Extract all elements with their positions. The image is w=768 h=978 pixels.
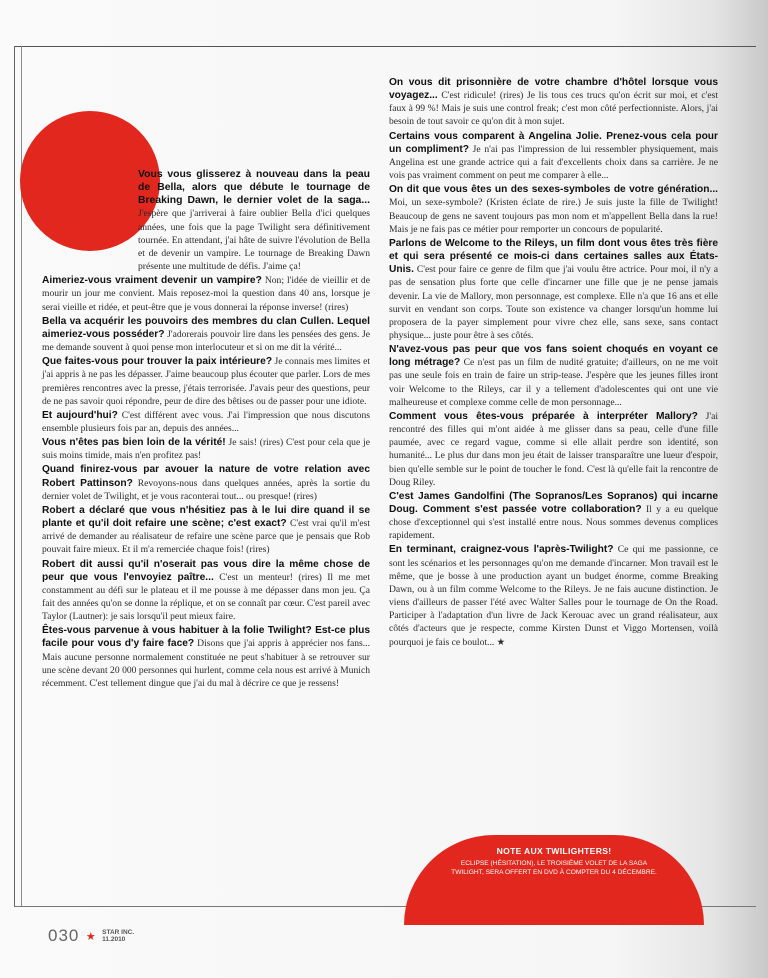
note-title: NOTE AUX TWILIGHTERS! bbox=[496, 846, 612, 856]
interview-paragraph bbox=[389, 343, 718, 409]
interview-answer: Disons que j'ai appris à apprécier nos fans... Mais aucune personne normalement constituée ne peut s'habituer à se retrouver sur une scène devant 20 000 personnes qui hurlent, comme cela nous est arrivé à Munich récemment. C'est tellement dingue que j'ai du mal à décrire ce que je ressens! bbox=[42, 638, 370, 689]
interview-answer: C'est ridicule! (rires) Je lis tous ces trucs qu'on écrit sur moi, et c'est faux à 99 %! Mais je suis une control freak; c'est mon côté perfectionniste. Alors, j'ai besoin de tout savoir ce qu'on dit à mon sujet. bbox=[389, 90, 718, 128]
interview-answer: Revoyons-nous dans quelques années, après la sortie du dernier volet de Twilight, et je vous raconterai tout... ou presque! (rires) bbox=[42, 477, 370, 502]
interview-question: Vous vous glisserez à nouveau dans la peau de Bella, alors que débute le tournage de Breaking Dawn, le dernier volet de la saga... bbox=[138, 169, 370, 207]
interview-answer: Non; l'idée de vieillir et de mourir un jour me convient. Mais reposez-moi la question dans 40 ans, lorsque je serai vieille et ridée, et peut-être que je vous donnerai la réponse inverse! (rires) bbox=[42, 275, 370, 313]
interview-paragraph bbox=[389, 183, 718, 236]
interview-answer: Je connais mes limites et j'ai appris à ne pas les dépasser. J'aime beaucoup plus écouter que parler. Lors de mes premières rencontres avec la presse, j'étais terrorisée. J'avais peur des questions, peur de ne pas savoir quoi répondre, peur de dire des bêtises ou de passer pour une idiote. bbox=[42, 356, 370, 407]
right-column bbox=[389, 76, 718, 650]
interview-answer: C'est un menteur! (rires) Il me met constamment au défi sur le plateau et il me pousse à me dépasser dans mon jeu. Ça fait des années qu'on se donne la réplique, et on se connaît par cœur. C'est pareil avec Taylor (Lautner): je sais lorsqu'il peut mieux faire. bbox=[42, 571, 370, 623]
interview-answer: C'est différent avec vous. J'ai l'impression que nous discutons ensemble plusieurs fois par an, depuis des années... bbox=[42, 409, 370, 434]
interview-question: Robert dit aussi qu'il n'oserait pas vous dire la même chose de peur que vous l'envoyiez paître... bbox=[42, 558, 370, 583]
interview-question: C'est James Gandolfini (The Sopranos/Les Sopranos) qui incarne Doug. Comment s'est passée votre collaboration? bbox=[389, 490, 718, 515]
star-icon: ★ bbox=[85, 930, 96, 943]
interview-answer: Je sais! (rires) C'est pour cela que je suis moins timide, mais n'en profitez pas! bbox=[42, 437, 370, 462]
interview-answer: C'est vrai qu'il m'est arrivé de demander au réalisateur de refaire une scène parce que je pensais que Rob pouvait faire mieux. Et il m'a remerciée chaque fois! (rires) bbox=[42, 518, 370, 556]
interview-paragraph bbox=[42, 355, 370, 408]
interview-paragraph bbox=[42, 624, 370, 690]
interview-paragraph bbox=[42, 409, 370, 435]
interview-question: Comment vous êtes-vous préparée à interpréter Mallory? bbox=[389, 410, 698, 422]
page-footer bbox=[48, 926, 134, 946]
interview-paragraph bbox=[42, 315, 370, 354]
interview-paragraph bbox=[389, 130, 718, 183]
interview-answer: Je n'ai pas l'impression de lui ressembler physiquement, mais Angelina est une grande actrice qui a fait d'excellents choix dans sa carrière. Je ne vois pas vraiment comment on peut me comparer à elle... bbox=[389, 143, 719, 182]
interview-question: On vous dit prisonnière de votre chambre d'hôtel lorsque vous voyagez... bbox=[389, 77, 718, 102]
interview-paragraph bbox=[389, 237, 718, 342]
interview-question: Que faites-vous pour trouver la paix intérieure? bbox=[42, 356, 273, 368]
magazine-name: STAR INC. bbox=[102, 929, 135, 936]
magazine-issue: 11.2010 bbox=[102, 936, 126, 943]
interview-paragraph bbox=[389, 76, 718, 129]
interview-question: N'avez-vous pas peur que vos fans soient choqués en voyant ce long métrage? bbox=[389, 344, 718, 369]
twilighters-note-box bbox=[404, 835, 704, 925]
interview-question: On dit que vous êtes un des sexes-symboles de votre génération... bbox=[389, 184, 718, 196]
interview-paragraph bbox=[42, 168, 370, 273]
interview-question: Robert a déclaré que vous n'hésitiez pas à le lui dire quand il se plante et qu'il doit refaire une scène; c'est exact? bbox=[42, 504, 370, 530]
interview-answer: C'est pour faire ce genre de film que j'ai voulu être actrice. Pour moi, il n'y a pas de sensation plus forte que celle d'incarner une fille que je ne pense jamais devenir. La vie de Mallory, mon personnage, est complexe. Elle n'a que 16 ans et elle survit en vendant son corps. Toute son existence va changer lorsqu'un homme lui proposera de la payer simplement pour vivre chez elle, sans sexe, sans contact physique... juste pour être à ses côtés. bbox=[389, 264, 718, 341]
interview-question: Quand finirez-vous par avouer la nature de votre relation avec Robert Pattinson? bbox=[42, 464, 370, 489]
interview-question: Et aujourd'hui? bbox=[42, 409, 118, 421]
interview-question: Êtes-vous parvenue à vous habituer à la folie Twilight? Est-ce plus facile pour vous d'y faire face? bbox=[42, 625, 370, 650]
interview-paragraph bbox=[389, 490, 718, 543]
interview-paragraph bbox=[42, 558, 370, 624]
interview-question: En terminant, craignez-vous l'après-Twilight? bbox=[389, 544, 614, 556]
interview-paragraph bbox=[389, 410, 718, 489]
interview-answer: J'espère que j'arriverai à faire oublier Bella d'ici quelques années, une fois que la page Twilight sera définitivement tournée. En attendant, j'ai hâte de suivre l'évolution de Bella et de devenir un vampire. Le tournage de Breaking Dawn présente une multitude de défis. J'aime ça! bbox=[138, 208, 370, 273]
interview-question: Aimeriez-vous vraiment devenir un vampire? bbox=[42, 275, 262, 287]
interview-question: Parlons de Welcome to the Rileys, un film dont vous êtes très fière et qui sera présenté ce mois-ci dans certaines salles aux États-Unis. bbox=[389, 237, 718, 276]
interview-paragraph bbox=[42, 274, 370, 313]
note-text: ECLIPSE (HÉSITATION), LE TROISIÈME VOLET DE LA SAGA TWILIGHT, SERA OFFERT EN DVD À COMPTER DU 4 DÉCEMBRE. bbox=[451, 860, 657, 876]
left-column bbox=[42, 168, 370, 691]
interview-answer: Ce n'est pas un film de nudité gratuite; d'ailleurs, on ne me voit pas une seule fois en train de faire un strip-tease. J'espère que les jeunes filles iront voir Welcome to the Rileys, car il y a tellement d'adolescentes qui ont une vie malheureuse et complexe comme celle de mon personnage... bbox=[389, 357, 718, 408]
interview-answer: Ce qui me passionne, ce sont les scénarios et les personnages qu'on me demande d'incarner. Mon travail est le même, que je bosse à une production ayant un budget énorme, comme Breaking Dawn, ou à un film comme Welcome to the Rileys. Je ne fais aucune distinction. Je viens d'ailleurs de passer l'été avec Walter Salles pour le tournage de On the Road. Participer à l'adaptation d'un livre de Jack Kerouac avec un grand réalisateur, aux côtés d'acteurs que je respecte, comme Kirsten Dunst et Viggo Mortensen, voilà pourquoi je fais ce boulot... ★ bbox=[389, 544, 719, 648]
interview-paragraph bbox=[389, 543, 718, 648]
frame-rule-left bbox=[14, 46, 15, 906]
interview-question: Certains vous comparent à Angelina Jolie. Prenez-vous cela pour un compliment? bbox=[389, 130, 718, 155]
interview-answer: Moi, un sexe-symbole? (Kristen éclate de rire.) Je suis juste la fille de Twilight! Beaucoup de gens ne savent toujours pas mon nom et m'appellent Bella dans la rue! Mais je ne fais pas ce métier pour remporter un concours de popularité. bbox=[389, 197, 718, 235]
interview-answer: J'ai rencontré des filles qui m'ont aidée à me glisser dans sa peau, celle d'une fille paumée, avec ce regard vague, comme si elle allait perdre son identité, son humanité... Le plus dur dans mon jeu était de laisser transparaître une lueur d'espoir, bien qu'elle semble sur le point de toucher le fond. C'est là qu'elle fait la rencontre de Doug Riley. bbox=[389, 410, 719, 488]
interview-paragraph bbox=[42, 436, 370, 462]
page-number: 030 bbox=[48, 926, 80, 945]
frame-rule-top bbox=[14, 46, 756, 47]
magazine-credit bbox=[102, 929, 134, 943]
interview-answer: Il y a eu quelque chose d'exceptionnel qui s'est installé entre nous. Nous sommes devenus complices rapidement. bbox=[389, 504, 718, 542]
interview-answer: J'adorerais pouvoir lire dans les pensées des gens. Je me demande souvent à quoi pense mon interlocuteur et si on me dit la vérité... bbox=[42, 328, 370, 354]
interview-question: Bella va acquérir les pouvoirs des membres du clan Cullen. Lequel aimeriez-vous posséder? bbox=[42, 315, 370, 340]
interview-paragraph bbox=[42, 463, 370, 502]
interview-paragraph bbox=[42, 504, 370, 557]
interview-question: Vous n'êtes pas bien loin de la vérité! bbox=[42, 437, 226, 449]
